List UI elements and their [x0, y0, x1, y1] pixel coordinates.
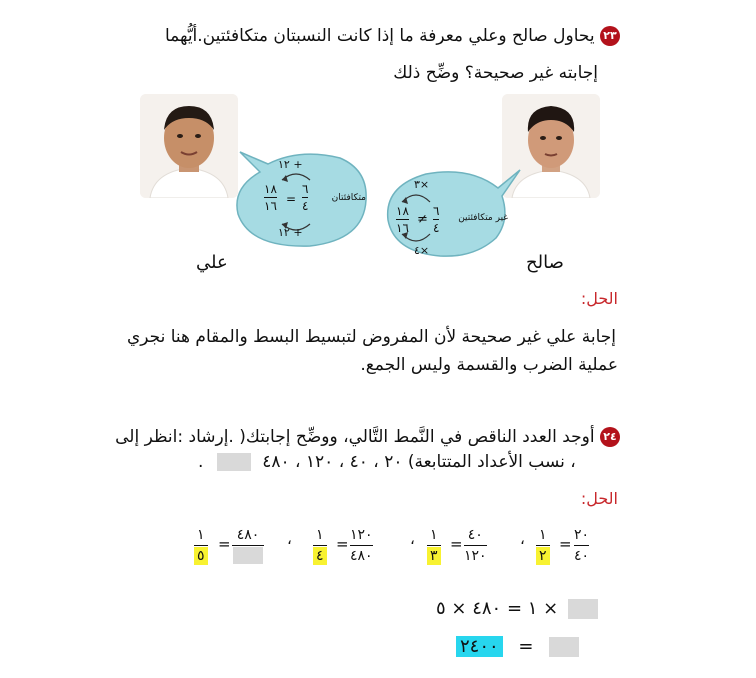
q23-text-1: يحاول صالح وعلي معرفة ما إذا كانت النسبتان متكافئتين.أيُّهما	[164, 26, 595, 46]
saleh-bottom-op: ٤×	[414, 244, 430, 257]
ratio-4-equals: =	[218, 535, 231, 553]
q24-line2: . نسب الأعداد المتتابعة) ٢٠ ، ٤٠ ، ١٢٠ ، ٤٨٠ ،	[198, 452, 576, 472]
ali-bottom-op: ١٢ +	[278, 226, 303, 239]
calc-line-1: × ١ = ٤٨٠ × ٥	[436, 598, 598, 619]
saleh-left-fraction: ١٨ ١٦	[396, 204, 409, 235]
ratio-4-fraction: ٤٨٠	[232, 526, 264, 564]
question-number-badge: ٢٤	[600, 427, 620, 447]
separator: ،	[520, 530, 525, 548]
saleh-name: صالح	[526, 252, 564, 273]
blank-box	[233, 547, 263, 564]
q24-text-1: أوجد العدد الناقص في النَّمط التَّالي، ووضِّح إجابتك( .إرشاد :انظر إلى	[115, 427, 595, 447]
ali-right-fraction: ٦ ٤	[302, 182, 309, 213]
separator: ،	[410, 530, 415, 548]
answer-highlight: ٢٤٠٠	[456, 636, 503, 657]
ratio-1-equals: =	[559, 535, 572, 553]
ratio-3-simplified: ١ ٤	[313, 526, 327, 565]
q23-answer-line1: إجابة علي غير صحيحة لأن المفروض لتبسيط البسط والمقام هنا نجري	[126, 327, 616, 347]
q24-solution-heading: الحل:	[580, 489, 618, 508]
ali-left-fraction: ١٨ ١٦	[264, 182, 277, 213]
ali-photo	[140, 94, 238, 198]
q24-line1	[115, 427, 620, 447]
ratio-1-fraction: ٢٠ ٤٠	[574, 527, 590, 564]
saleh-top-op: ٣×	[414, 178, 430, 191]
ali-name: علي	[196, 252, 228, 273]
ratio-1-simplified: ١ ٢	[536, 526, 550, 565]
saleh-not-equal: ≠	[417, 212, 428, 227]
saleh-right-fraction: ٦ ٤	[433, 204, 440, 235]
calc-line-2: ٢٤٠٠ =	[456, 636, 579, 657]
ratio-3-fraction: ١٢٠ ٤٨٠	[350, 527, 373, 564]
ratio-3-equals: =	[336, 535, 349, 553]
ratio-2-fraction: ٤٠ ١٢٠	[464, 527, 487, 564]
ali-top-op: ١٢ +	[278, 158, 303, 171]
blank-box	[217, 453, 251, 471]
ratio-2-simplified: ١ ٣	[427, 526, 441, 565]
ali-equals: =	[286, 192, 297, 206]
q23-line1	[165, 26, 620, 46]
separator: ،	[287, 530, 292, 548]
saleh-bubble-label: غير متكافئتين	[458, 213, 508, 223]
question-number-badge: ٢٣	[600, 26, 620, 46]
q23-solution-heading: الحل:	[580, 289, 618, 308]
ali-bubble-label: متكافئتان	[331, 193, 366, 203]
q23-line2: إجابته غير صحيحة؟ وضِّح ذلك	[393, 63, 598, 83]
blank-box	[549, 637, 579, 657]
ratio-4-simplified: ١ ٥	[194, 526, 208, 565]
blank-box	[568, 599, 598, 619]
ratio-2-equals: =	[450, 535, 463, 553]
q23-answer-line2: عملية الضرب والقسمة وليس الجمع.	[360, 355, 618, 375]
